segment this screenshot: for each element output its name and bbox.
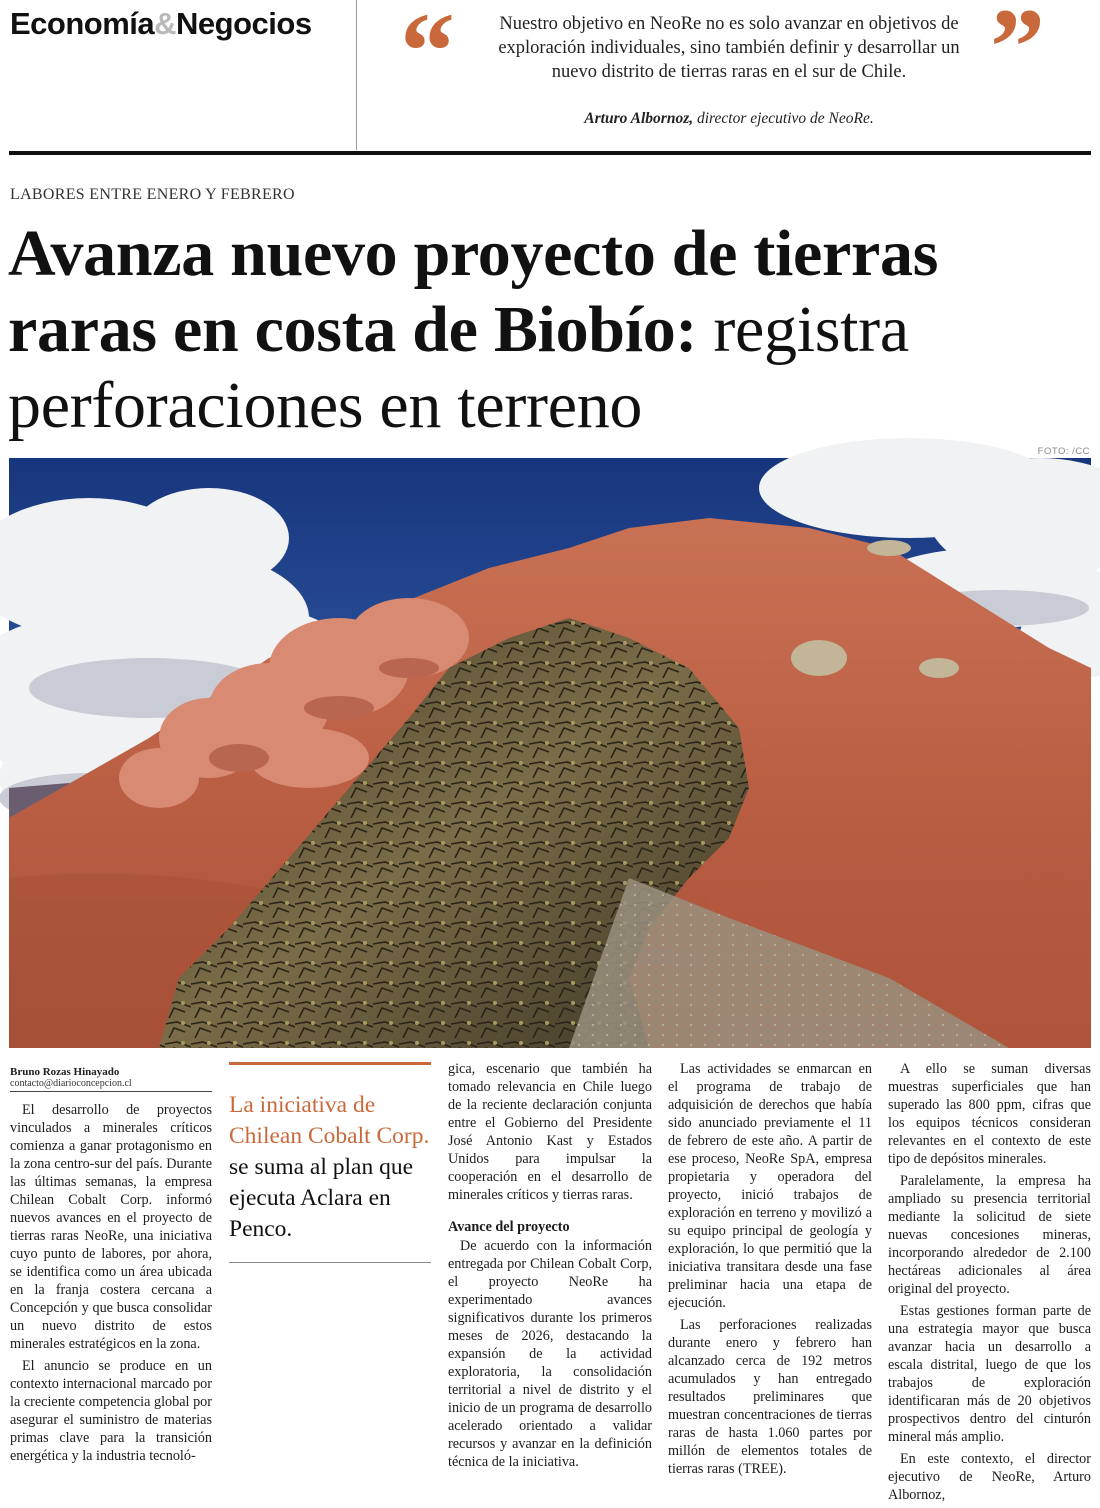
article-headline (8, 216, 1093, 444)
paragraph: En este contexto, el director ejecutivo de NeoRe, Arturo Albornoz, (888, 1451, 1091, 1503)
section-title (10, 6, 312, 42)
header-quote-author (474, 110, 984, 128)
header-divider (356, 0, 357, 150)
article-kicker: LABORES ENTRE ENERO Y FEBRERO (10, 186, 295, 203)
article-column-1 (10, 1101, 212, 1469)
pull-quote-top-rule (229, 1062, 431, 1065)
paragraph: Las perforaciones realizadas durante enero y febrero han alcanzado cerca de 192 metros acumulados y han entregado resultados preliminares que muestran concentraciones de tierras raras de hasta 1.060 partes por millón de elementos totales de tierras raras (TREE). (668, 1317, 872, 1477)
article-column-3 (448, 1060, 652, 1475)
pull-quote-accent: La iniciativa de Chilean Cobalt Corp. (229, 1092, 430, 1149)
paragraph: gica, escenario que también ha tomado relevancia en Chile luego de la reciente declaración conjunta entre el Gobierno del Presidente José Antonio Kast y Estados Unidos para impulsar la cooperación en el desarrollo de minerales críticos y tierras raras. (448, 1061, 652, 1203)
article-column-4 (668, 1060, 872, 1482)
section-name-part-1: Economía (10, 6, 155, 41)
quote-author-name: Arturo Albornoz, (584, 110, 694, 127)
section-name-part-2: Negocios (176, 6, 312, 41)
article-photo (9, 458, 1091, 1048)
byline-email[interactable]: contacto@diarioconcepcion.cl (10, 1078, 132, 1089)
paragraph: Paralelamente, la empresa ha ampliado su presencia territorial mediante la solicitud de siete nuevas concesiones mineras, incorporando alrededor de 2.100 hectáreas adicionales al área original del proyecto. (888, 1173, 1091, 1297)
headline-bold-part: Avanza nuevo proyecto de tierras raras en costa de Biobío: (8, 217, 939, 366)
photo-credit: FOTO: /CC (1037, 446, 1090, 457)
paragraph: Las actividades se enmarcan en el programa de trabajo de adquisición de derechos que había sido anunciado previamente el 11 de febrero de este año. A partir de ese proceso, NeoRe SpA, empresa propietaria y operadora del proyecto, inició trabajos de exploración en terreno y movilizó a su equipo principal de geología y exploración, lo que permitió que la iniciativa transitara desde una fase preliminar hacia una etapa de ejecución. (668, 1061, 872, 1311)
byline-rule (10, 1091, 212, 1092)
article-column-5 (888, 1060, 1091, 1508)
headline-light-part: registra perforaciones en terreno (8, 293, 909, 442)
paragraph: El anuncio se produce en un contexto internacional marcado por la creciente competencia global por asegurar el suministro de materias primas clave para la transición energética y la industria tecnoló- (10, 1358, 212, 1464)
section-ampersand: & (154, 6, 177, 41)
pull-quote (229, 1090, 434, 1245)
header-quote-text: Nuestro objetivo en NeoRe no es solo avanzar en objetivos de exploración individuales, sino también definir y desarrollar un nuevo distrito de tierras raras en el sur de Chile. (498, 14, 960, 82)
subhead: Avance del proyecto (448, 1219, 570, 1235)
landscape-illustration (9, 458, 1091, 1048)
paragraph: Estas gestiones forman parte de una estrategia mayor que busca avanzar hacia un desarrollo a escala distrital, luego de que los trabajos de exploración identificaran más de 20 objetivos prospectivos dentro del cinturón mineral más amplio. (888, 1303, 1091, 1445)
quote-author-role: director ejecutivo de NeoRe. (693, 110, 874, 127)
byline-name: Bruno Rozas Hinayado (10, 1066, 120, 1078)
open-quote-icon: “ (400, 0, 455, 112)
paragraph: El desarrollo de proyectos vinculados a minerales críticos comienza a ganar protagonismo en la zona centro-sur del país. Durante las últimas semanas, la empresa Chilean Cobalt Corp. informó nuevos avances en el proyecto de tierras raras NeoRe, una iniciativa cuyo punto de labores, por ahora, se identifica como un área ubicada en la franja costera cercana a Concepción y que busca consolidar un nuevo distrito de estos minerales estratégicos en la zona. (10, 1102, 212, 1352)
pull-quote-bottom-rule (229, 1262, 431, 1263)
close-quote-icon: ” (990, 0, 1045, 108)
pull-quote-rest: se suma al plan que ejecuta Aclara en Penco. (229, 1154, 414, 1242)
paragraph: A ello se suman diversas muestras superficiales que han superado las 800 ppm, cifras que los equipos técnicos consideran relevantes en el contexto de este tipo de depósitos minerales. (888, 1061, 1091, 1167)
paragraph: De acuerdo con la información entregada por Chilean Cobalt Corp, el proyecto NeoRe ha experimentado avances significativos durante los primeros meses de 2026, destacando la expansión de la actividad exploratoria, la consolidación territorial a nivel de distrito y el inicio de un programa de desarrollo acelerado orientado a validar recursos y avanzar en la definición técnica de la iniciativa. (448, 1238, 652, 1470)
header-rule (9, 151, 1091, 155)
